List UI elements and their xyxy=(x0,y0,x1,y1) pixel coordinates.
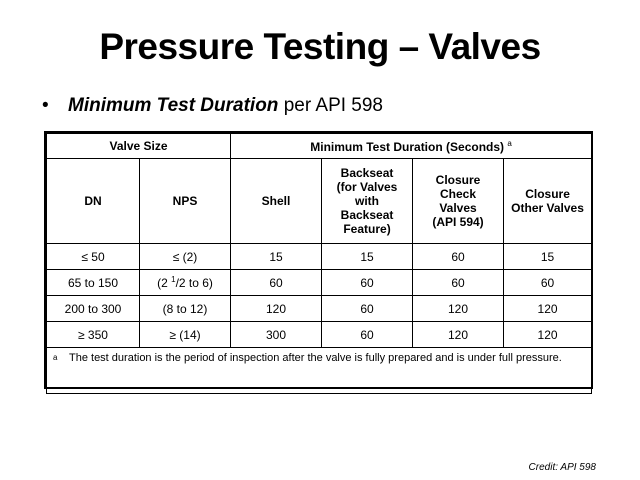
bullet-emphasis: Minimum Test Duration xyxy=(68,95,279,116)
cell-shell: 300 xyxy=(231,322,322,348)
cell-closure-other: 120 xyxy=(504,296,592,322)
valve-size-header: Valve Size xyxy=(47,134,231,159)
cell-backseat: 60 xyxy=(322,270,413,296)
cell-closure-other: 120 xyxy=(504,322,592,348)
cell-backseat: 60 xyxy=(322,322,413,348)
cell-nps: ≤ (2) xyxy=(140,244,231,270)
cell-closure-other: 15 xyxy=(504,244,592,270)
bullet-dot-icon: • xyxy=(42,95,49,116)
col-closure-check: Closure Check Valves (API 594) xyxy=(413,159,504,244)
cell-closure-check: 120 xyxy=(413,296,504,322)
col-nps: NPS xyxy=(140,159,231,244)
cell-backseat: 15 xyxy=(322,244,413,270)
col-backseat: Backseat (for Valves with Backseat Feature) xyxy=(322,159,413,244)
cell-shell: 60 xyxy=(231,270,322,296)
col-closure-other: Closure Other Valves xyxy=(504,159,592,244)
cell-closure-other: 60 xyxy=(504,270,592,296)
table-row xyxy=(47,296,592,322)
cell-closure-check: 60 xyxy=(413,270,504,296)
cell-nps: ≥ (14) xyxy=(140,322,231,348)
cell-closure-check: 120 xyxy=(413,322,504,348)
cell-nps: (8 to 12) xyxy=(140,296,231,322)
footnote-text: The test duration is the period of inspection after the valve is fully prepared and is under full pressure. xyxy=(69,352,562,364)
cell-shell: 15 xyxy=(231,244,322,270)
table-group-header-row xyxy=(47,134,592,159)
slide-title: Pressure Testing – Valves xyxy=(99,26,541,67)
cell-dn: ≤ 50 xyxy=(47,244,140,270)
table-column-header-row xyxy=(47,159,592,244)
bullet-item xyxy=(42,95,383,117)
cell-nps: (2 $^1$/2 to 6) xyxy=(140,270,231,296)
cell-closure-check: 60 xyxy=(413,244,504,270)
footnote-mark: a xyxy=(53,353,58,362)
cell-backseat: 60 xyxy=(322,296,413,322)
bullet-text: per API 598 xyxy=(278,95,383,116)
table-footnote-row xyxy=(47,348,592,394)
cell-dn: 65 to 150 xyxy=(47,270,140,296)
test-duration-table xyxy=(44,131,593,389)
table-footnote xyxy=(47,348,592,394)
cell-dn: ≥ 350 xyxy=(47,322,140,348)
table-row xyxy=(47,270,592,296)
col-dn: DN xyxy=(47,159,140,244)
min-duration-header: Minimum Test Duration (Seconds) $^a$ xyxy=(231,134,592,159)
source-credit: Credit: API 598 xyxy=(528,462,596,473)
footnote-ref: a xyxy=(507,138,512,148)
col-shell: Shell xyxy=(231,159,322,244)
cell-shell: 120 xyxy=(231,296,322,322)
table-row xyxy=(47,322,592,348)
table-row xyxy=(47,244,592,270)
cell-dn: 200 to 300 xyxy=(47,296,140,322)
